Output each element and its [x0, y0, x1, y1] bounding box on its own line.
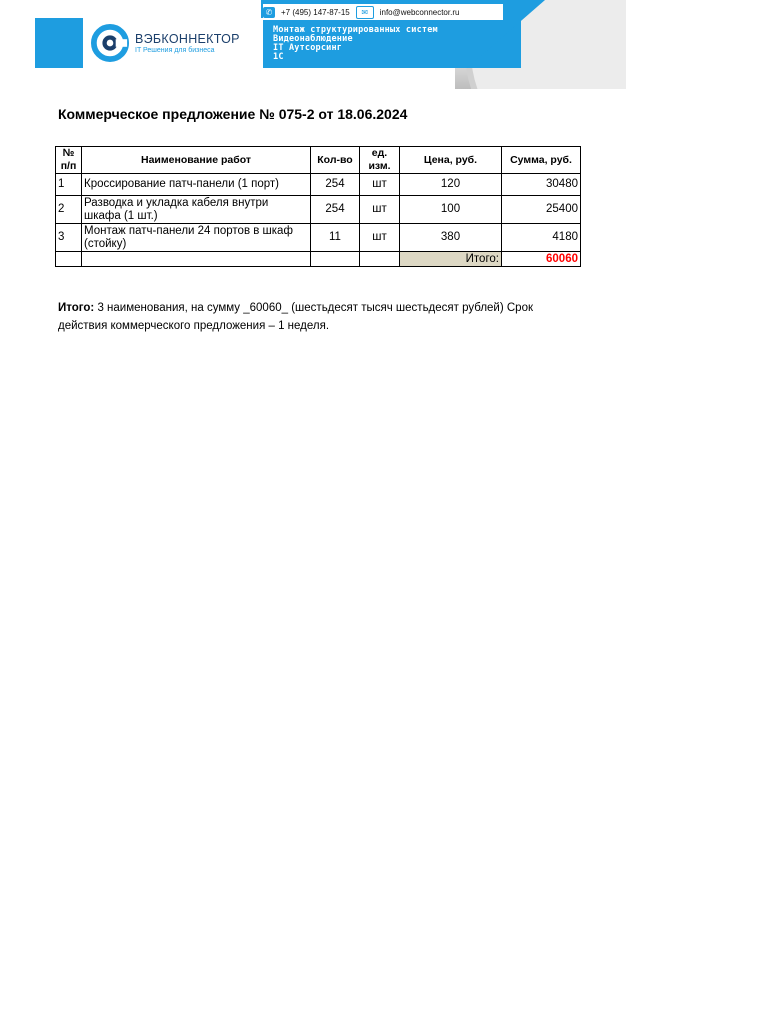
phone-number: +7 (495) 147-87-15 — [281, 7, 350, 17]
total-label: Итого: — [400, 252, 502, 267]
total-value: 60060 — [502, 252, 581, 267]
cell-sum: 25400 — [502, 196, 581, 224]
cell-qty: 11 — [311, 224, 360, 252]
logo-icon — [91, 24, 129, 62]
cell-empty — [360, 252, 400, 267]
cell-price: 120 — [400, 174, 502, 196]
service-item: Видеонаблюдение — [273, 34, 353, 44]
service-item: IT Аутсорсинг — [273, 43, 343, 53]
header-name: Наименование работ — [82, 147, 311, 174]
email-address: info@webconnector.ru — [379, 7, 460, 17]
email-icon: ✉ — [356, 6, 374, 19]
header-price: Цена, руб. — [400, 147, 502, 174]
table-total-row — [56, 252, 581, 267]
table-row — [56, 174, 581, 196]
table-row — [56, 224, 581, 252]
cell-price: 380 — [400, 224, 502, 252]
cell-no: 2 — [56, 196, 82, 224]
summary-paragraph — [58, 299, 558, 335]
summary-amount: _60060_ — [243, 302, 289, 314]
phone-icon: ✆ — [263, 7, 275, 18]
cell-no: 3 — [56, 224, 82, 252]
service-item: 1С — [273, 52, 284, 62]
banner-blue-block — [35, 18, 83, 68]
company-name: ВЭБКОННЕКТОР — [135, 32, 240, 46]
header-banner — [35, 0, 626, 89]
header-unit: ед. изм. — [360, 147, 400, 174]
cell-name: Монтаж патч-панели 24 портов в шкаф (стойку) — [82, 224, 311, 252]
cell-empty — [56, 252, 82, 267]
company-logo — [91, 24, 240, 62]
cell-empty — [311, 252, 360, 267]
header-no: № п/п — [56, 147, 82, 174]
cell-name: Разводка и укладка кабеля внутри шкафа (1 шт.) — [82, 196, 311, 224]
cell-unit: шт — [360, 174, 400, 196]
summary-text-before: 3 наименования, на сумму — [94, 302, 244, 314]
cell-qty: 254 — [311, 174, 360, 196]
header-sum: Сумма, руб. — [502, 147, 581, 174]
service-item: Монтаж структурированных систем — [273, 25, 438, 35]
table-row — [56, 196, 581, 224]
cell-unit: шт — [360, 224, 400, 252]
cell-unit: шт — [360, 196, 400, 224]
cell-no: 1 — [56, 174, 82, 196]
cell-sum: 4180 — [502, 224, 581, 252]
table-header-row — [56, 147, 581, 174]
cell-qty: 254 — [311, 196, 360, 224]
cell-sum: 30480 — [502, 174, 581, 196]
document-title: Коммерческое предложение № 075-2 от 18.06.2024 — [58, 106, 408, 122]
cell-price: 100 — [400, 196, 502, 224]
cell-name: Кроссирование патч-панели (1 порт) — [82, 174, 311, 196]
header-qty: Кол-во — [311, 147, 360, 174]
summary-label: Итого: — [58, 302, 95, 314]
contact-strip — [263, 4, 503, 20]
summary-text-after: (шестьдесят тысяч шестьдесят рублей) Срок действия коммерческого предложения – 1 неделя. — [58, 302, 534, 332]
services-list — [273, 26, 438, 62]
items-table — [55, 146, 581, 267]
company-tagline: IT Решения для бизнеса — [135, 47, 215, 54]
cell-empty — [82, 252, 311, 267]
